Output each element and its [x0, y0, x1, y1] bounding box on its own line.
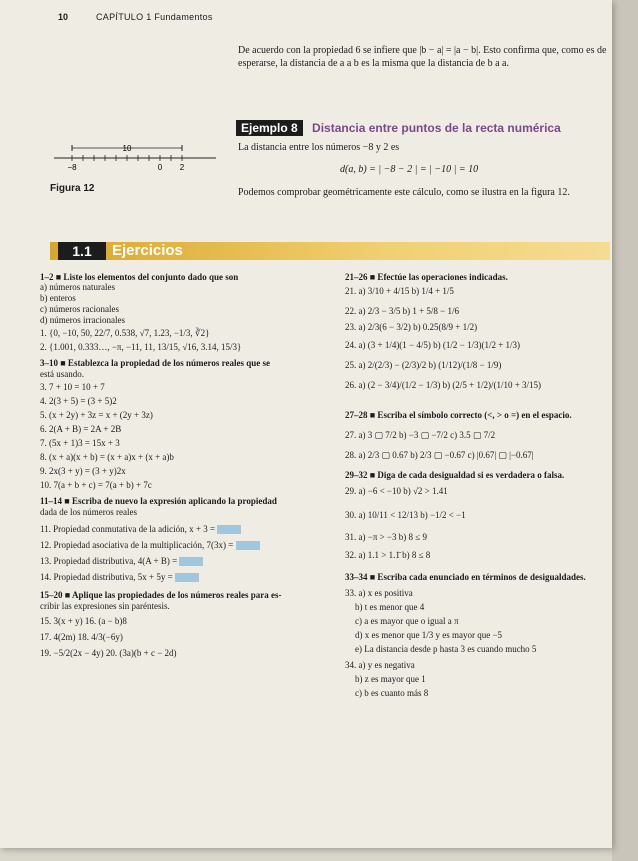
- exercise-line: 23. a) 2/3(6 − 3/2) b) 0.25(8/9 + 1/2): [345, 322, 478, 332]
- exercise-line: dada de los números reales: [40, 507, 137, 517]
- exercise-line: está usando.: [40, 369, 84, 379]
- exercise-line: c) números racionales: [40, 304, 119, 314]
- answer-blank: [236, 541, 260, 550]
- example-line-1: La distancia entre los números −8 y 2 es: [238, 142, 400, 153]
- answer-blank: [175, 573, 199, 582]
- page-number: 10: [58, 12, 69, 22]
- exercise-line: 8. (x + a)(x + b) = (x + a)x + (x + a)b: [40, 452, 174, 462]
- exercise-line: 3. 7 + 10 = 10 + 7: [40, 382, 105, 392]
- intro-paragraph: De acuerdo con la propiedad 6 se infiere que |b − a| = |a − b|. Esto confirma que, como es de esperarse, la distancia de a a b es la misma que la distancia de b a a.: [238, 45, 607, 69]
- exercise-line: 30. a) 10/11 < 12/13 b) −1/2 < −1: [345, 510, 466, 520]
- example-label: Ejemplo 8: [236, 120, 303, 136]
- exercise-line: 12. Propiedad asociativa de la multiplicación, 7(3x) =: [40, 540, 260, 552]
- exercise-line: 33. a) x es positiva: [345, 588, 413, 598]
- exercise-line: e) La distancia desde p hasta 3 es cuando mucho 5: [355, 644, 537, 654]
- exercise-line: 27–28 ■ Escriba el símbolo correcto (<, > o =) en el espacio.: [345, 410, 572, 420]
- exercise-line: 34. a) y es negativa: [345, 660, 415, 670]
- exercise-line: 1–2 ■ Liste los elementos del conjunto dado que son: [40, 272, 239, 282]
- running-head: CAPÍTULO 1 Fundamentos: [96, 12, 213, 22]
- page-edge: [612, 0, 638, 861]
- exercise-line: 31. a) −π > −3 b) 8 ≤ 9: [345, 532, 427, 542]
- exercise-line: 15–20 ■ Aplique las propiedades de los números reales para es-: [40, 590, 282, 600]
- exercise-line: 9. 2x(3 + y) = (3 + y)2x: [40, 466, 126, 476]
- exercise-line: c) a es mayor que o igual a π: [355, 616, 459, 626]
- exercise-line: 2. {1.001, 0.333…, −π, −11, 11, 13/15, √16, 3.14, 15/3}: [40, 342, 242, 352]
- section-title: Ejercicios: [112, 242, 183, 259]
- example-heading: [236, 120, 561, 136]
- left-exercise-column: [40, 272, 335, 792]
- exercise-line: b) t es menor que 4: [355, 602, 425, 612]
- exercise-line: 19. −5/2(2x − 4y) 20. (3a)(b + c − 2d): [40, 648, 177, 658]
- exercise-line: 33–34 ■ Escriba cada enunciado en términos de desigualdades.: [345, 572, 586, 582]
- exercise-line: 4. 2(3 + 5) = (3 + 5)2: [40, 396, 117, 406]
- number-line-figure: [50, 140, 220, 180]
- figure-caption: Figura 12: [50, 183, 95, 194]
- exercise-line: 28. a) 2/3 ▢ 0.67 b) 2/3 ▢ −0.67 c) |0.67| ▢ |−0.67|: [345, 450, 534, 460]
- exercise-line: 27. a) 3 ▢ 7/2 b) −3 ▢ −7/2 c) 3.5 ▢ 7/2: [345, 430, 496, 440]
- exercise-line: 17. 4(2m) 18. 4/3(−6y): [40, 632, 123, 642]
- exercise-line: d) x es menor que 1/3 y es mayor que −5: [355, 630, 503, 640]
- section-number: 1.1: [58, 242, 106, 260]
- exercise-line: a) números naturales: [40, 282, 115, 292]
- exercise-line: 5. (x + 2y) + 3z = x + (2y + 3z): [40, 410, 153, 420]
- exercise-line: 29. a) −6 < −10 b) √2 > 1.41: [345, 486, 448, 496]
- exercise-line: 7. (5x + 1)3 = 15x + 3: [40, 438, 120, 448]
- tick-0: 0: [157, 163, 163, 172]
- exercise-line: c) b es cuanto más 8: [355, 688, 429, 698]
- exercise-line: 13. Propiedad distributiva, 4(A + B) =: [40, 556, 203, 568]
- exercise-line: b) z es mayor que 1: [355, 674, 426, 684]
- exercise-line: 24. a) (3 + 1/4)(1 − 4/5) b) (1/2 − 1/3)(1/2 + 1/3): [345, 340, 521, 350]
- exercise-line: 22. a) 2/3 − 3/5 b) 1 + 5/8 − 1/6: [345, 306, 459, 316]
- exercise-line: 11–14 ■ Escriba de nuevo la expresión aplicando la propiedad: [40, 496, 277, 506]
- distance-label: 10: [122, 144, 132, 153]
- exercise-line: 21–26 ■ Efectúe las operaciones indicadas.: [345, 272, 508, 282]
- exercise-line: d) números irracionales: [40, 315, 125, 325]
- exercise-line: 3–10 ■ Establezca la propiedad de los números reales que se: [40, 358, 270, 368]
- exercise-line: 11. Propiedad conmutativa de la adición, x + 3 =: [40, 524, 241, 536]
- exercise-line: 10. 7(a + b + c) = 7(a + b) + 7c: [40, 480, 152, 490]
- answer-blank: [217, 525, 241, 534]
- exercise-line: 25. a) 2/(2/3) − (2/3)/2 b) (1/12)/(1/8 − 1/9): [345, 360, 502, 370]
- tick-2: 2: [179, 163, 185, 172]
- exercise-line: 29–32 ■ Diga de cada desigualdad si es verdadera o falsa.: [345, 470, 565, 480]
- example-formula: d(a, b) = | −8 − 2 | = | −10 | = 10: [340, 164, 479, 175]
- tick-minus-8: −8: [67, 163, 77, 172]
- example-line-2: Podemos comprobar geométricamente este cálculo, como se ilustra en la figura 12.: [238, 187, 570, 198]
- exercise-line: 26. a) (2 − 3/4)/(1/2 − 1/3) b) (2/5 + 1/2)/(1/10 + 3/15): [345, 380, 542, 390]
- answer-blank: [179, 557, 203, 566]
- exercise-line: 1. {0, −10, 50, 22/7, 0.538, √7, 1.23, −1/3, ∛2}: [40, 328, 210, 338]
- exercise-line: cribir las expresiones sin paréntesis.: [40, 601, 170, 611]
- exercise-line: 6. 2(A + B) = 2A + 2B: [40, 424, 122, 434]
- exercise-line: 32. a) 1.1 > 1.1̄ b) 8 ≤ 8: [345, 550, 431, 560]
- exercise-line: 21. a) 3/10 + 4/15 b) 1/4 + 1/5: [345, 286, 454, 296]
- exercise-line: b) enteros: [40, 293, 76, 303]
- exercise-line: 14. Propiedad distributiva, 5x + 5y =: [40, 572, 199, 584]
- example-title: Distancia entre puntos de la recta numérica: [312, 121, 561, 135]
- right-exercise-column: [345, 272, 610, 802]
- exercise-line: 15. 3(x + y) 16. (a − b)8: [40, 616, 127, 626]
- section-banner: [50, 242, 610, 260]
